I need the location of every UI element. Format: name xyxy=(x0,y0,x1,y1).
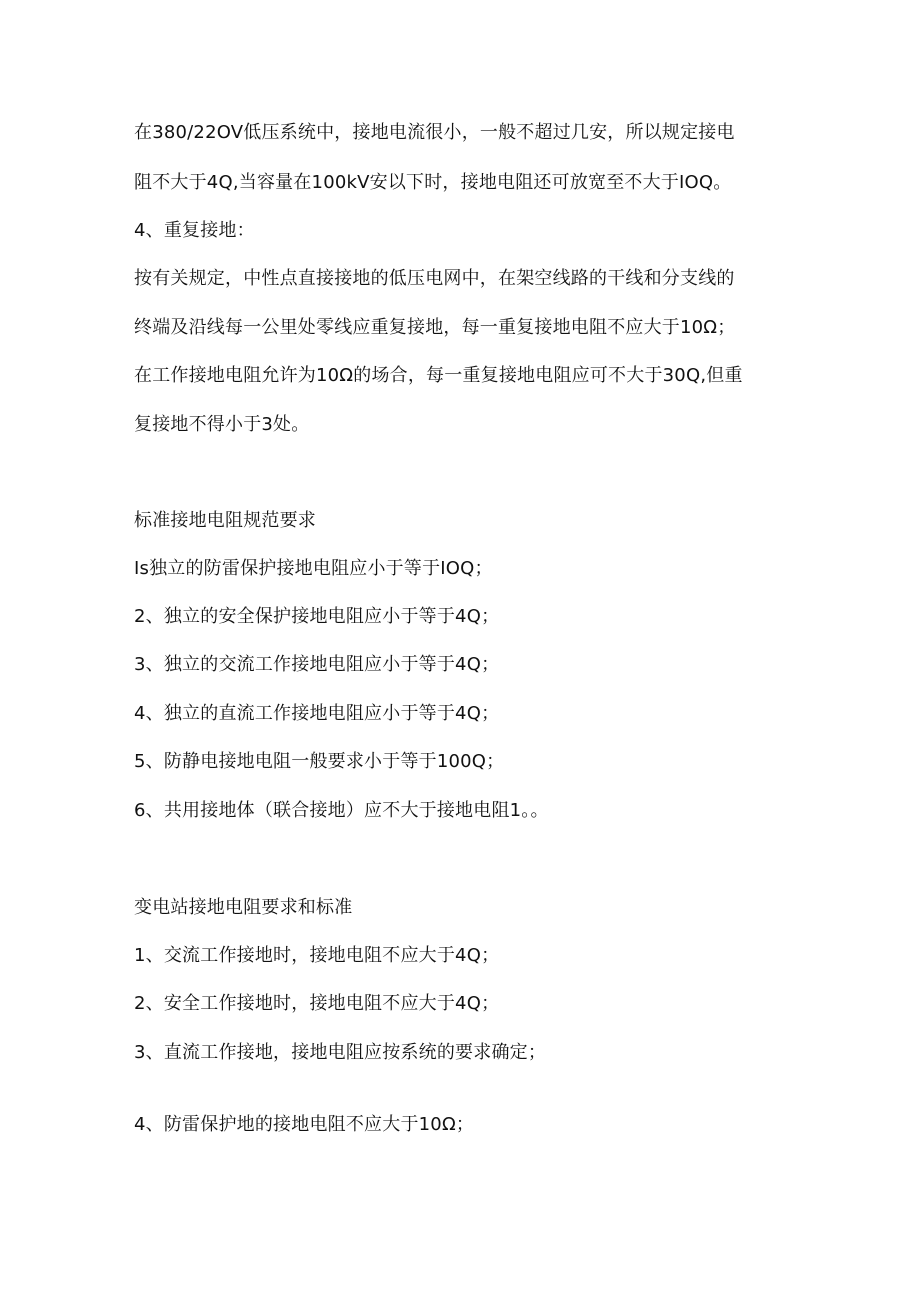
standard-item-4: 4、独立的直流工作接地电阻应小于等于4Q； xyxy=(134,703,500,724)
intro-line-1: 在380/22OV低压系统中，接地电流很小，一般不超过几安，所以规定接电 xyxy=(134,122,735,143)
standard-section-title: 标准接地电阻规范要求 xyxy=(134,510,316,531)
substation-item-2: 2、安全工作接地时，接地电阻不应大于4Q； xyxy=(134,993,500,1014)
substation-item-4: 4、防雷保护地的接地电阻不应大于10Ω； xyxy=(134,1114,475,1135)
standard-item-5: 5、防静电接地电阻一般要求小于等于100Q； xyxy=(134,751,505,772)
repeat-grounding-heading: 4、重复接地： xyxy=(134,220,255,241)
standard-item-1: Is独立的防雷保护接地电阻应小于等于IOQ； xyxy=(134,558,493,579)
substation-item-3: 3、直流工作接地，接地电阻应按系统的要求确定； xyxy=(134,1042,547,1063)
standard-item-3: 3、独立的交流工作接地电阻应小于等于4Q； xyxy=(134,654,500,675)
substation-item-1: 1、交流工作接地时，接地电阻不应大于4Q； xyxy=(134,945,500,966)
standard-item-2: 2、独立的安全保护接地电阻应小于等于4Q； xyxy=(134,606,500,627)
repeat-grounding-line-2: 终端及沿线每一公里处零线应重复接地，每一重复接地电阻不应大于10Ω； xyxy=(134,317,736,338)
standard-item-6: 6、共用接地体（联合接地）应不大于接地电阻1。。 xyxy=(134,800,549,821)
repeat-grounding-line-1: 按有关规定，中性点直接接地的低压电网中，在架空线路的干线和分支线的 xyxy=(134,268,735,289)
repeat-grounding-line-3: 在工作接地电阻允许为10Ω的场合，每一重复接地电阻应可不大于30Q,但重 xyxy=(134,365,743,386)
repeat-grounding-line-4: 复接地不得小于3处。 xyxy=(134,414,310,435)
intro-line-2: 阻不大于4Q,当容量在100kV安以下时，接地电阻还可放宽至不大于IOQ。 xyxy=(134,172,732,193)
substation-section-title: 变电站接地电阻要求和标准 xyxy=(134,897,353,918)
